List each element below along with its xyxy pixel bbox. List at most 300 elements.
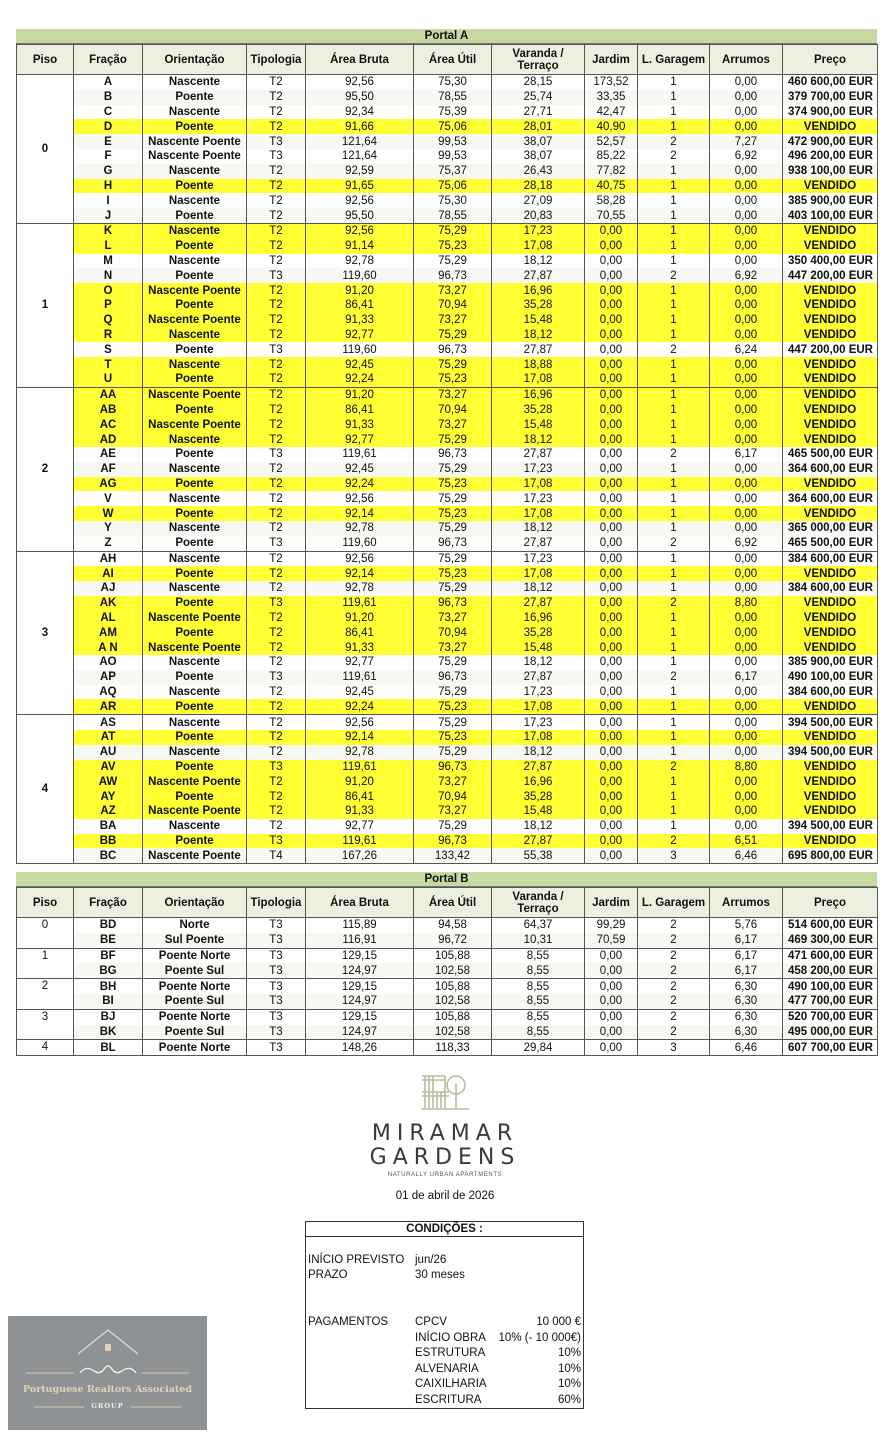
preco-cell: 384 600,00 EUR: [783, 581, 878, 596]
house-roof-logo-icon: [8, 1316, 207, 1382]
table-row: [17, 208, 878, 223]
arrumos-cell: 0,00: [710, 685, 783, 700]
jardim-cell: 0,00: [585, 963, 638, 978]
orientacao-cell: Nascente Poente: [143, 387, 247, 402]
orientacao-cell: Nascente: [143, 432, 247, 447]
orientacao-cell: Poente: [143, 596, 247, 611]
table-row: [17, 536, 878, 551]
tipologia-cell: T2: [247, 298, 306, 313]
area-util-cell: 73,27: [414, 417, 492, 432]
preco-cell: VENDIDO: [783, 611, 878, 626]
jardim-cell: 77,82: [585, 164, 638, 179]
orientacao-cell: Nascente: [143, 581, 247, 596]
jardim-cell: 0,00: [585, 730, 638, 745]
portal-b-title: Portal B: [16, 872, 877, 887]
arrumos-cell: 0,00: [710, 819, 783, 834]
fracao-cell: W: [74, 506, 143, 521]
tipologia-cell: T2: [247, 462, 306, 477]
table-row: [17, 75, 878, 90]
garagem-cell: 1: [638, 90, 710, 105]
table-row: [17, 432, 878, 447]
garagem-cell: 2: [638, 1009, 710, 1024]
area-util-cell: 105,88: [414, 948, 492, 963]
area-bruta-cell: 92,45: [306, 357, 414, 372]
fracao-cell: AE: [74, 447, 143, 462]
jardim-cell: 0,00: [585, 536, 638, 551]
garagem-cell: 1: [638, 566, 710, 581]
area-bruta-cell: 129,15: [306, 948, 414, 963]
jardim-cell: 0,00: [585, 611, 638, 626]
varanda-cell: 28,15: [492, 75, 585, 90]
preco-cell: VENDIDO: [783, 283, 878, 298]
orientacao-cell: Poente Sul: [143, 963, 247, 978]
area-bruta-cell: 86,41: [306, 403, 414, 418]
table-row: [17, 328, 878, 343]
tipologia-cell: T2: [247, 640, 306, 655]
arrumos-cell: 6,46: [710, 1040, 783, 1056]
varanda-cell: 25,74: [492, 90, 585, 105]
preco-cell: VENDIDO: [783, 179, 878, 194]
fracao-cell: AB: [74, 403, 143, 418]
varanda-cell: 8,55: [492, 963, 585, 978]
varanda-cell: 15,48: [492, 640, 585, 655]
area-util-cell: 75,23: [414, 730, 492, 745]
tipologia-cell: T2: [247, 372, 306, 387]
fracao-cell: BI: [74, 994, 143, 1009]
garagem-cell: 1: [638, 685, 710, 700]
table-row: [17, 268, 878, 283]
area-util-cell: 75,29: [414, 685, 492, 700]
preco-cell: VENDIDO: [783, 640, 878, 655]
orientacao-cell: Nascente Poente: [143, 804, 247, 819]
arrumos-cell: 0,00: [710, 491, 783, 506]
area-bruta-cell: 92,24: [306, 372, 414, 387]
table-row: [17, 918, 878, 933]
orientacao-cell: Nascente: [143, 75, 247, 90]
tipologia-cell: T2: [247, 789, 306, 804]
piso-cell: 1: [17, 223, 74, 387]
varanda-cell: 28,01: [492, 119, 585, 134]
area-util-cell: 75,23: [414, 699, 492, 714]
table-row: [17, 462, 878, 477]
table-row: [17, 760, 878, 775]
area-util-cell: 70,94: [414, 625, 492, 640]
fracao-cell: A N: [74, 640, 143, 655]
area-bruta-cell: 92,77: [306, 655, 414, 670]
conditions-title: CONDIÇÕES :: [306, 1222, 583, 1237]
preco-cell: VENDIDO: [783, 804, 878, 819]
tipologia-cell: T3: [247, 149, 306, 164]
garagem-cell: 1: [638, 625, 710, 640]
varanda-cell: 18,12: [492, 328, 585, 343]
area-util-cell: 96,73: [414, 447, 492, 462]
jardim-cell: 0,00: [585, 313, 638, 328]
jardim-cell: 0,00: [585, 848, 638, 863]
jardim-cell: 33,35: [585, 90, 638, 105]
fracao-cell: AP: [74, 670, 143, 685]
arrumos-cell: 0,00: [710, 164, 783, 179]
garagem-cell: 2: [638, 536, 710, 551]
table-row: [17, 948, 878, 963]
jardim-cell: 0,00: [585, 462, 638, 477]
garagem-cell: 1: [638, 774, 710, 789]
preco-cell: VENDIDO: [783, 730, 878, 745]
fracao-cell: AD: [74, 432, 143, 447]
tipologia-cell: T2: [247, 283, 306, 298]
preco-cell: VENDIDO: [783, 477, 878, 492]
portal-b-table: [16, 872, 877, 1056]
tipologia-cell: T3: [247, 933, 306, 948]
tipologia-cell: T2: [247, 432, 306, 447]
table-row: [17, 239, 878, 254]
table-row: [17, 1025, 878, 1040]
preco-cell: 469 300,00 EUR: [783, 933, 878, 948]
piso-cell: 3: [17, 1009, 74, 1040]
area-util-cell: 75,06: [414, 179, 492, 194]
garagem-cell: 1: [638, 745, 710, 760]
jardim-cell: 0,00: [585, 477, 638, 492]
arrumos-cell: 0,00: [710, 75, 783, 90]
fracao-cell: D: [74, 119, 143, 134]
area-bruta-cell: 92,45: [306, 462, 414, 477]
col-header-area-bruta: Área Bruta: [306, 888, 414, 918]
preco-cell: VENDIDO: [783, 313, 878, 328]
orientacao-cell: Nascente Poente: [143, 149, 247, 164]
payment-label: CPCV: [415, 1316, 447, 1328]
payment-label: ESCRITURA: [415, 1393, 482, 1406]
col-header-garagem: L. Garagem: [638, 888, 710, 918]
area-util-cell: 75,29: [414, 328, 492, 343]
area-bruta-cell: 91,20: [306, 283, 414, 298]
fracao-cell: AJ: [74, 581, 143, 596]
col-header-fracao: Fração: [74, 45, 143, 75]
arrumos-cell: 0,00: [710, 715, 783, 730]
garagem-cell: 3: [638, 1040, 710, 1056]
arrumos-cell: 0,00: [710, 640, 783, 655]
jardim-cell: 0,00: [585, 223, 638, 238]
jardim-cell: 70,59: [585, 933, 638, 948]
area-bruta-cell: 92,78: [306, 745, 414, 760]
varanda-cell: 64,37: [492, 918, 585, 933]
varanda-cell: 17,08: [492, 506, 585, 521]
varanda-cell: 55,38: [492, 848, 585, 863]
preco-cell: 490 100,00 EUR: [783, 979, 878, 994]
table-row: [17, 596, 878, 611]
garagem-cell: 1: [638, 328, 710, 343]
fracao-cell: S: [74, 342, 143, 357]
col-header-area-util: Área Útil: [414, 888, 492, 918]
orientacao-cell: Nascente: [143, 521, 247, 536]
table-row: [17, 447, 878, 462]
area-util-cell: 75,29: [414, 655, 492, 670]
area-bruta-cell: 92,78: [306, 254, 414, 269]
area-util-cell: 105,88: [414, 979, 492, 994]
arrumos-cell: 6,17: [710, 948, 783, 963]
area-util-cell: 75,29: [414, 521, 492, 536]
portal-b-grid: [16, 887, 878, 1056]
preco-cell: VENDIDO: [783, 789, 878, 804]
varanda-cell: 27,87: [492, 342, 585, 357]
table-row: [17, 655, 878, 670]
orientacao-cell: Poente Norte: [143, 1040, 247, 1056]
table-row: [17, 804, 878, 819]
garagem-cell: 1: [638, 551, 710, 566]
jardim-cell: 0,00: [585, 625, 638, 640]
area-bruta-cell: 115,89: [306, 918, 414, 933]
fracao-cell: AF: [74, 462, 143, 477]
orientacao-cell: Poente: [143, 477, 247, 492]
fracao-cell: Z: [74, 536, 143, 551]
col-header-preco: Preço: [783, 45, 878, 75]
area-util-cell: 73,27: [414, 804, 492, 819]
tipologia-cell: T2: [247, 685, 306, 700]
varanda-cell: 17,08: [492, 699, 585, 714]
tipologia-cell: T2: [247, 699, 306, 714]
fracao-cell: AS: [74, 715, 143, 730]
table-row: [17, 1040, 878, 1056]
fracao-cell: AR: [74, 699, 143, 714]
fracao-cell: AU: [74, 745, 143, 760]
jardim-cell: 0,00: [585, 417, 638, 432]
jardim-cell: 0,00: [585, 979, 638, 994]
garagem-cell: 2: [638, 760, 710, 775]
arrumos-cell: 6,30: [710, 994, 783, 1009]
preco-cell: 394 500,00 EUR: [783, 819, 878, 834]
area-bruta-cell: 92,14: [306, 730, 414, 745]
area-bruta-cell: 92,78: [306, 581, 414, 596]
varanda-cell: 38,07: [492, 134, 585, 149]
inicio-previsto-value: jun/26: [415, 1254, 447, 1266]
area-bruta-cell: 95,50: [306, 208, 414, 223]
table-row: [17, 283, 878, 298]
orientacao-cell: Poente: [143, 403, 247, 418]
area-util-cell: 75,39: [414, 105, 492, 120]
varanda-cell: 18,12: [492, 254, 585, 269]
jardim-cell: 0,00: [585, 834, 638, 849]
fracao-cell: B: [74, 90, 143, 105]
area-util-cell: 75,29: [414, 819, 492, 834]
preco-cell: 384 600,00 EUR: [783, 685, 878, 700]
preco-cell: 447 200,00 EUR: [783, 268, 878, 283]
group-divider: [8, 1402, 207, 1412]
preco-cell: VENDIDO: [783, 566, 878, 581]
varanda-cell: 17,23: [492, 715, 585, 730]
tipologia-cell: T3: [247, 834, 306, 849]
area-bruta-cell: 92,59: [306, 164, 414, 179]
arrumos-cell: 0,00: [710, 699, 783, 714]
col-header-jardim: Jardim: [585, 888, 638, 918]
preco-cell: 385 900,00 EUR: [783, 655, 878, 670]
tipologia-cell: T2: [247, 254, 306, 269]
garagem-cell: 1: [638, 75, 710, 90]
document-date: 01 de abril de 2026: [395, 1190, 495, 1202]
tipologia-cell: T3: [247, 948, 306, 963]
area-util-cell: 75,29: [414, 745, 492, 760]
fracao-cell: AK: [74, 596, 143, 611]
preco-cell: 384 600,00 EUR: [783, 551, 878, 566]
orientacao-cell: Poente: [143, 90, 247, 105]
orientacao-cell: Nascente: [143, 462, 247, 477]
arrumos-cell: 0,00: [710, 254, 783, 269]
area-util-cell: 78,55: [414, 90, 492, 105]
table-row: [17, 298, 878, 313]
garagem-cell: 1: [638, 239, 710, 254]
area-bruta-cell: 92,56: [306, 715, 414, 730]
area-bruta-cell: 119,60: [306, 268, 414, 283]
varanda-cell: 17,08: [492, 477, 585, 492]
tipologia-cell: T2: [247, 313, 306, 328]
garagem-cell: 1: [638, 477, 710, 492]
piso-cell: 0: [17, 75, 74, 224]
varanda-cell: 17,08: [492, 566, 585, 581]
area-bruta-cell: 119,61: [306, 447, 414, 462]
piso-cell: 0: [17, 918, 74, 949]
table-row: [17, 611, 878, 626]
area-bruta-cell: 91,20: [306, 774, 414, 789]
area-util-cell: 75,06: [414, 119, 492, 134]
tipologia-cell: T2: [247, 611, 306, 626]
area-bruta-cell: 92,56: [306, 75, 414, 90]
garagem-cell: 2: [638, 134, 710, 149]
area-bruta-cell: 121,64: [306, 149, 414, 164]
garagem-cell: 1: [638, 491, 710, 506]
area-util-cell: 75,29: [414, 462, 492, 477]
preco-cell: VENDIDO: [783, 298, 878, 313]
area-bruta-cell: 92,24: [306, 699, 414, 714]
area-bruta-cell: 129,15: [306, 1009, 414, 1024]
garagem-cell: 1: [638, 403, 710, 418]
garagem-cell: 1: [638, 819, 710, 834]
preco-cell: 477 700,00 EUR: [783, 994, 878, 1009]
orientacao-cell: Poente: [143, 566, 247, 581]
tipologia-cell: T3: [247, 447, 306, 462]
orientacao-cell: Poente: [143, 372, 247, 387]
preco-cell: VENDIDO: [783, 625, 878, 640]
area-bruta-cell: 86,41: [306, 298, 414, 313]
jardim-cell: 0,00: [585, 1025, 638, 1040]
jardim-cell: 0,00: [585, 551, 638, 566]
col-header-arrumos: Arrumos: [710, 888, 783, 918]
area-util-cell: 75,23: [414, 566, 492, 581]
preco-cell: VENDIDO: [783, 357, 878, 372]
varanda-cell: 35,28: [492, 298, 585, 313]
portal-a-title: Portal A: [16, 29, 877, 44]
area-bruta-cell: 119,60: [306, 536, 414, 551]
arrumos-cell: 0,00: [710, 357, 783, 372]
jardim-cell: 0,00: [585, 789, 638, 804]
varanda-cell: 17,23: [492, 551, 585, 566]
table-row: [17, 521, 878, 536]
fracao-cell: L: [74, 239, 143, 254]
area-bruta-cell: 92,56: [306, 551, 414, 566]
jardim-cell: 0,00: [585, 298, 638, 313]
fracao-cell: A: [74, 75, 143, 90]
jardim-cell: 0,00: [585, 596, 638, 611]
arrumos-cell: 6,92: [710, 536, 783, 551]
jardim-cell: 0,00: [585, 372, 638, 387]
garagem-cell: 1: [638, 804, 710, 819]
varanda-cell: 18,88: [492, 357, 585, 372]
table-row: [17, 119, 878, 134]
arrumos-cell: 0,00: [710, 655, 783, 670]
arrumos-cell: 0,00: [710, 462, 783, 477]
tipologia-cell: T3: [247, 670, 306, 685]
area-bruta-cell: 86,41: [306, 625, 414, 640]
arrumos-cell: 0,00: [710, 208, 783, 223]
arrumos-cell: 0,00: [710, 417, 783, 432]
fracao-cell: N: [74, 268, 143, 283]
garagem-cell: 1: [638, 655, 710, 670]
area-bruta-cell: 91,14: [306, 239, 414, 254]
garagem-cell: 2: [638, 447, 710, 462]
tipologia-cell: T3: [247, 536, 306, 551]
arrumos-cell: 6,24: [710, 342, 783, 357]
varanda-cell: 17,08: [492, 730, 585, 745]
tipologia-cell: T2: [247, 715, 306, 730]
preco-cell: VENDIDO: [783, 403, 878, 418]
fracao-cell: P: [74, 298, 143, 313]
area-util-cell: 73,27: [414, 640, 492, 655]
varanda-cell: 18,12: [492, 521, 585, 536]
orientacao-cell: Poente: [143, 730, 247, 745]
garagem-cell: 1: [638, 283, 710, 298]
table-row: [17, 789, 878, 804]
area-bruta-cell: 121,64: [306, 134, 414, 149]
area-bruta-cell: 86,41: [306, 789, 414, 804]
tipologia-cell: T2: [247, 625, 306, 640]
area-util-cell: 75,23: [414, 477, 492, 492]
orientacao-cell: Nascente: [143, 745, 247, 760]
preco-cell: 394 500,00 EUR: [783, 715, 878, 730]
table-row: [17, 834, 878, 849]
orientacao-cell: Poente: [143, 834, 247, 849]
jardim-cell: 99,29: [585, 918, 638, 933]
arrumos-cell: 0,00: [710, 477, 783, 492]
jardim-cell: 42,47: [585, 105, 638, 120]
preco-cell: 465 500,00 EUR: [783, 447, 878, 462]
area-bruta-cell: 124,97: [306, 1025, 414, 1040]
tipologia-cell: T2: [247, 193, 306, 208]
area-util-cell: 75,23: [414, 372, 492, 387]
varanda-cell: 15,48: [492, 313, 585, 328]
tipologia-cell: T2: [247, 403, 306, 418]
fracao-cell: Y: [74, 521, 143, 536]
preco-cell: 938 100,00 EUR: [783, 164, 878, 179]
area-bruta-cell: 91,33: [306, 313, 414, 328]
jardim-cell: 85,22: [585, 149, 638, 164]
varanda-cell: 27,09: [492, 193, 585, 208]
varanda-cell: 35,28: [492, 789, 585, 804]
tipologia-cell: T4: [247, 848, 306, 863]
fracao-cell: BD: [74, 918, 143, 933]
jardim-cell: 0,00: [585, 715, 638, 730]
fracao-cell: AO: [74, 655, 143, 670]
varanda-cell: 8,55: [492, 1009, 585, 1024]
varanda-cell: 29,84: [492, 1040, 585, 1056]
garagem-cell: 1: [638, 432, 710, 447]
area-util-cell: 105,88: [414, 1009, 492, 1024]
prazo-label: PRAZO: [308, 1269, 348, 1281]
garagem-cell: 1: [638, 208, 710, 223]
area-bruta-cell: 148,26: [306, 1040, 414, 1056]
header-row: [17, 45, 878, 75]
preco-cell: 514 600,00 EUR: [783, 918, 878, 933]
area-bruta-cell: 124,97: [306, 963, 414, 978]
miramar-gardens-logo: [360, 1072, 530, 1178]
area-bruta-cell: 92,14: [306, 506, 414, 521]
tipologia-cell: T2: [247, 223, 306, 238]
payment-value: 10%: [557, 1378, 581, 1390]
